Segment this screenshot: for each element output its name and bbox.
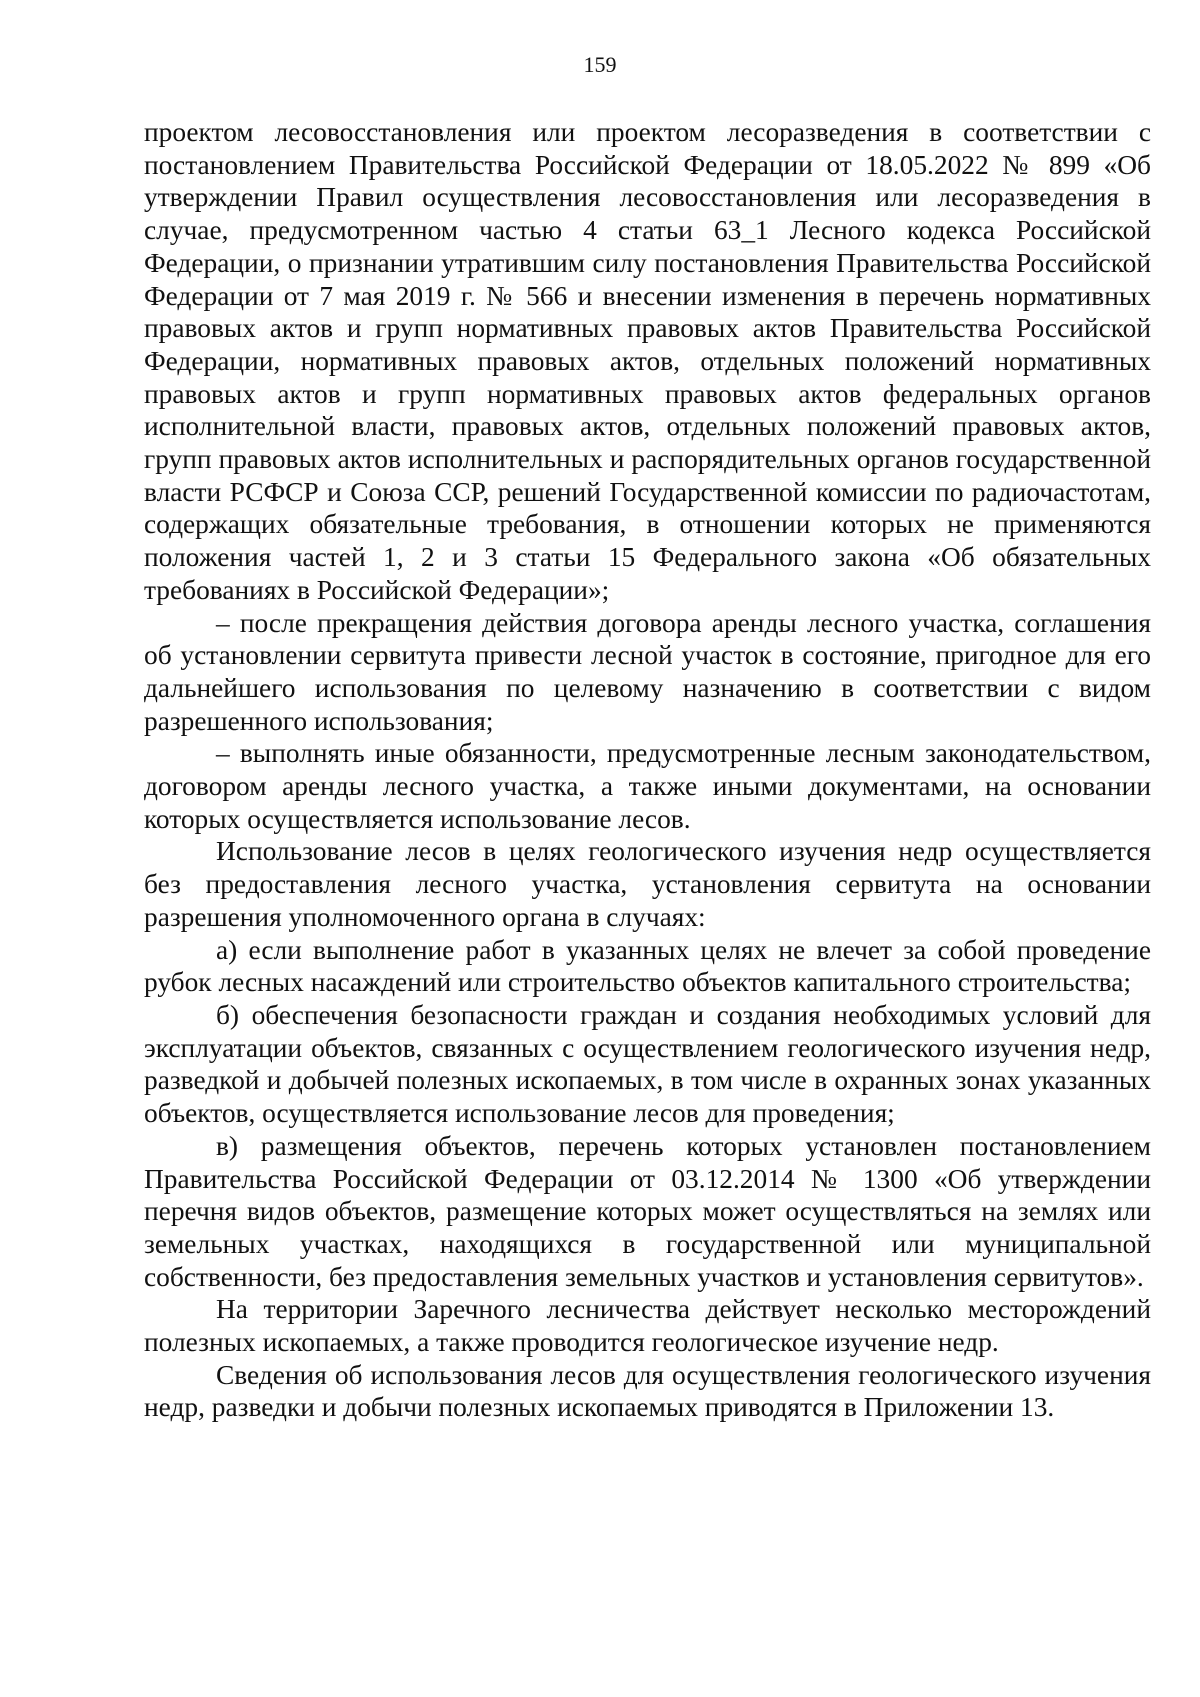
paragraph-dash-item: – выполнять иные обязанности, предусмотренные лесным законодательством, договором аренды лесного участка, а также иными документами, на основании которых осуществляется использование лесов. — [144, 738, 1151, 834]
paragraph: Сведения об использования лесов для осуществления геологического изучения недр, разведки и добычи полезных ископаемых приводятся в Приложении 13. — [144, 1359, 1151, 1423]
paragraph-list-item-c: в) размещения объектов, перечень которых установлен постановлением Правительства Российской Федерации от 03.12.2014 № 1300 «Об утверждении перечня видов объектов, размещение которых может осуществляться на землях или земельных участках, находящихся в государственной или муниципальной собственности, без предоставления земельных участков и установления сервитутов». — [144, 1130, 1151, 1292]
paragraph-list-item-a: а) если выполнение работ в указанных целях не влечет за собой проведение рубок лесных насаждений или строительство объектов капитального строительства; — [144, 934, 1151, 998]
page-number: 159 — [583, 52, 617, 77]
paragraph-list-item-b: б) обеспечения безопасности граждан и создания необходимых условий для эксплуатации объектов, связанных с осуществлением геологического изучения недр, разведкой и добычей полезных ископаемых, в том числе в охранных зонах указанных объектов, осуществляется использование лесов для проведения; — [144, 999, 1151, 1129]
body-text — [144, 116, 1151, 1424]
paragraph: Использование лесов в целях геологического изучения недр осуществляется без предоставления лесного участка, установления сервитута на основании разрешения уполномоченного органа в случаях: — [144, 836, 1151, 932]
paragraph: На территории Заречного лесничества действует несколько месторождений полезных ископаемых, а также проводится геологическое изучение недр. — [144, 1294, 1151, 1358]
paragraph-continuation: проектом лесовосстановления или проектом лесоразведения в соответствии с постановлением Правительства Российской Федерации от 18.05.2022 № 899 «Об утверждении Правил осуществления лесовосстановления или лесоразведения в случае, предусмотренном частью 4 статьи 63_1 Лесного кодекса Российской Федерации, о признании утратившим силу постановления Правительства Российской Федерации от 7 мая 2019 г. № 566 и внесении изменения в перечень нормативных правовых актов и групп нормативных правовых актов Правительства Российской Федерации, нормативных правовых актов, отдельных положений нормативных правовых актов и групп нормативных правовых актов федеральных органов исполнительной власти, правовых актов, отдельных положений правовых актов, групп правовых актов исполнительных и распорядительных органов государственной власти РСФСР и Союза ССР, решений Государственной комиссии по радиочастотам, содержащих обязательные требования, в отношении которых не применяются положения частей 1, 2 и 3 статьи 15 Федерального закона «Об обязательных требованиях в Российской Федерации»; — [144, 117, 1151, 605]
paragraph-dash-item: – после прекращения действия договора аренды лесного участка, соглашения об установлении сервитута привести лесной участок в состояние, пригодное для его дальнейшего использования по целевому назначению в соответствии с видом разрешенного использования; — [144, 607, 1151, 736]
